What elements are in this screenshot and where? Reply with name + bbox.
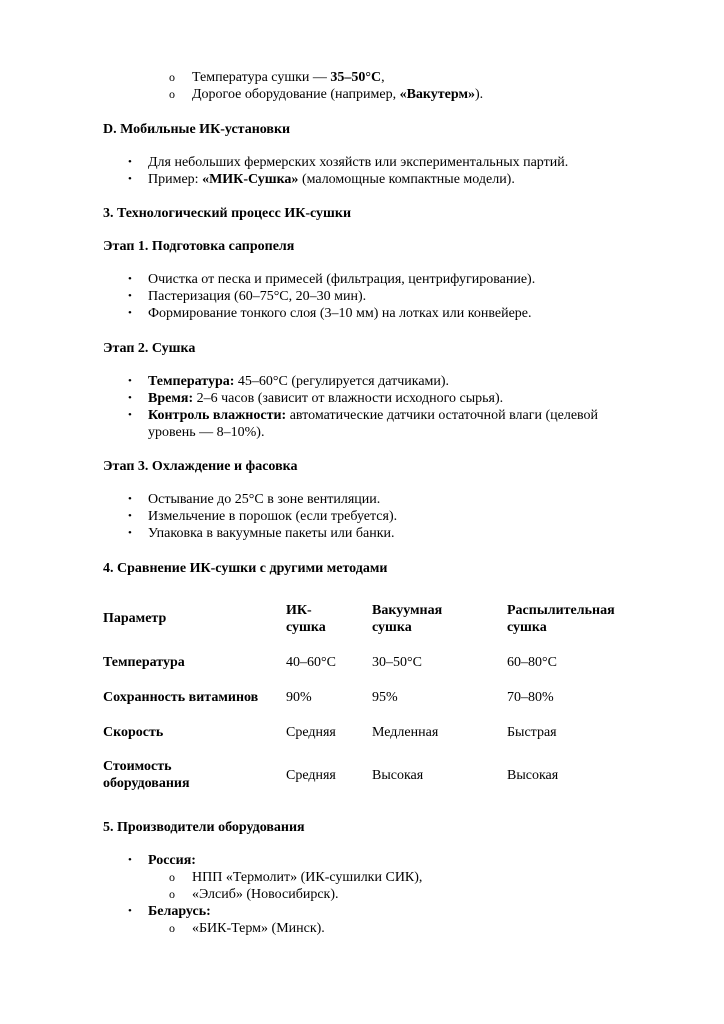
table-cell-param: Сохранность витаминов: [103, 690, 259, 705]
stage-1-heading: Этап 1. Подготовка сапропеля: [103, 239, 295, 254]
list-item: Упаковка в вакуумные пакеты или банки.: [148, 526, 395, 541]
table-cell: Средняя: [286, 725, 336, 740]
table-header-vacuum-line1: Вакуумная: [372, 603, 443, 618]
table-cell: 95%: [372, 690, 398, 705]
list-item-humidity-control: Контроль влажности: автоматические датчики остаточной влаги (целевой: [148, 408, 599, 423]
list-marker-bullet: •: [128, 156, 132, 168]
list-marker-bullet: •: [128, 375, 132, 387]
stage-2-heading: Этап 2. Сушка: [103, 341, 196, 356]
table-header-spray-line2: сушка: [507, 620, 547, 635]
list-marker-bullet: •: [128, 392, 132, 404]
table-header-vacuum-line2: сушка: [372, 620, 412, 635]
country-label-russia: Россия:: [148, 853, 196, 868]
list-marker-bullet: •: [128, 905, 132, 917]
list-marker-bullet: •: [128, 510, 132, 522]
list-item: Для небольших фермерских хозяйств или экспериментальных партий.: [148, 155, 569, 170]
table-header-param: Параметр: [103, 611, 167, 626]
table-header-ik-line2: сушка: [286, 620, 326, 635]
table-header-ik-line1: ИК-: [286, 603, 312, 618]
list-marker-circle: o: [169, 87, 175, 101]
list-marker-circle: o: [169, 870, 175, 884]
table-cell-param-line1: Стоимость: [103, 759, 172, 774]
list-marker-bullet: •: [128, 290, 132, 302]
list-item: Остывание до 25°C в зоне вентиляции.: [148, 492, 381, 507]
list-item: «Элсиб» (Новосибирск).: [192, 887, 339, 902]
list-item: Очистка от песка и примесей (фильтрация, центрифугирование).: [148, 272, 536, 287]
section-4-heading: 4. Сравнение ИК-сушки с другими методами: [103, 561, 388, 576]
list-item: Формирование тонкого слоя (3–10 мм) на лотках или конвейере.: [148, 306, 532, 321]
table-cell: Медленная: [372, 725, 439, 740]
list-item: Измельчение в порошок (если требуется).: [148, 509, 398, 524]
list-marker-bullet: •: [128, 527, 132, 539]
table-cell: 30–50°C: [372, 655, 422, 670]
table-cell: Быстрая: [507, 725, 557, 740]
list-item: НПП «Термолит» (ИК-сушилки СИК),: [192, 870, 423, 885]
list-item: «БИК-Терм» (Минск).: [192, 921, 325, 936]
stage-3-heading: Этап 3. Охлаждение и фасовка: [103, 459, 298, 474]
table-cell: Высокая: [507, 768, 559, 783]
table-header-spray-line1: Распылительная: [507, 603, 615, 618]
list-marker-bullet: •: [128, 409, 132, 421]
list-marker-bullet: •: [128, 173, 132, 185]
list-item-temperature: Температура: 45–60°C (регулируется датчиками).: [148, 374, 450, 389]
list-marker-circle: o: [169, 921, 175, 935]
table-cell: 90%: [286, 690, 312, 705]
section-5-heading: 5. Производители оборудования: [103, 820, 305, 835]
list-item-drying-temperature: Температура сушки — 35–50°C,: [192, 70, 385, 85]
list-item: Пастеризация (60–75°C, 20–30 мин).: [148, 289, 367, 304]
list-marker-bullet: •: [128, 273, 132, 285]
list-item-humidity-control-continuation: уровень — 8–10%).: [148, 425, 265, 440]
table-cell: 60–80°C: [507, 655, 557, 670]
list-marker-bullet: •: [128, 493, 132, 505]
list-item-expensive-equipment: Дорогое оборудование (например, «Вакутерм»).: [192, 87, 484, 102]
table-cell: Средняя: [286, 768, 336, 783]
list-marker-circle: o: [169, 887, 175, 901]
section-d-heading: D. Мобильные ИК-установки: [103, 122, 291, 137]
section-3-heading: 3. Технологический процесс ИК-сушки: [103, 206, 352, 221]
table-cell: 70–80%: [507, 690, 554, 705]
country-label-belarus: Беларусь:: [148, 904, 211, 919]
table-cell-param-line2: оборудования: [103, 776, 190, 791]
table-cell: 40–60°C: [286, 655, 336, 670]
list-item-example: Пример: «МИК-Сушка» (маломощные компактные модели).: [148, 172, 515, 187]
list-item-time: Время: 2–6 часов (зависит от влажности исходного сырья).: [148, 391, 504, 406]
list-marker-bullet: •: [128, 307, 132, 319]
table-cell-param: Температура: [103, 655, 185, 670]
list-marker-bullet: •: [128, 854, 132, 866]
table-cell: Высокая: [372, 768, 424, 783]
table-cell-param: Скорость: [103, 725, 164, 740]
list-marker-circle: o: [169, 70, 175, 84]
